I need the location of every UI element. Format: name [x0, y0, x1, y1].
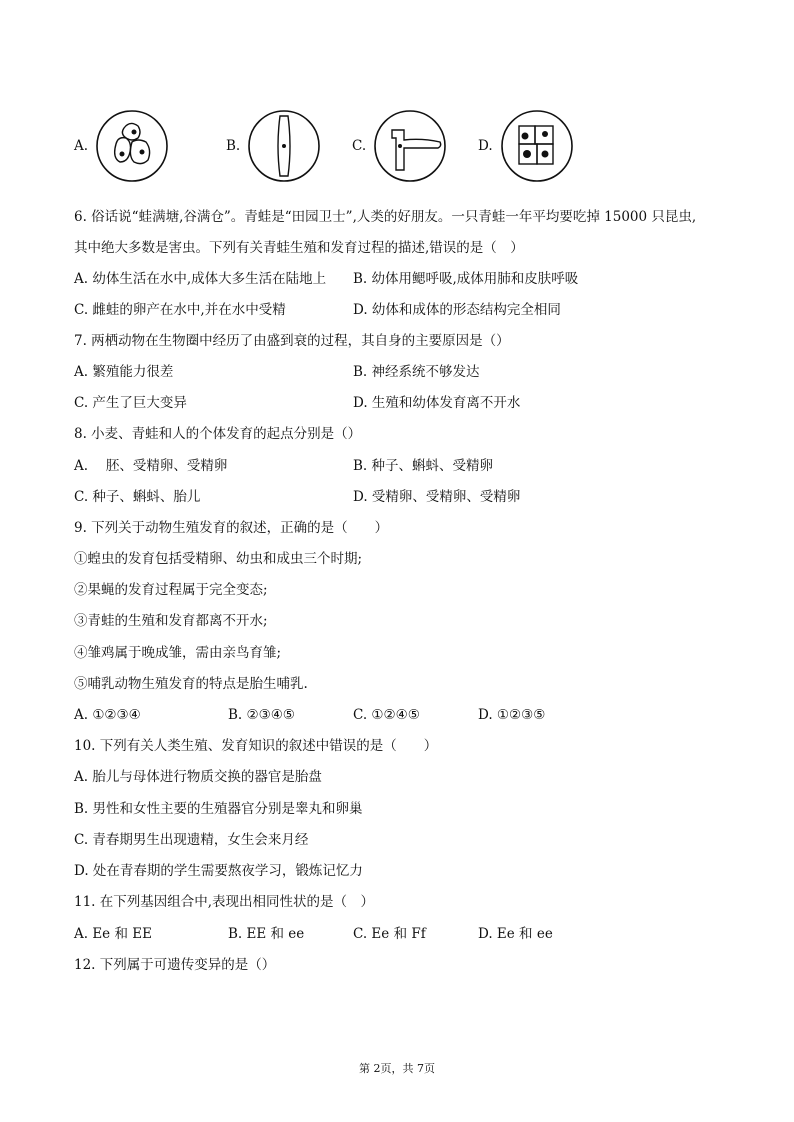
q9-statement-2: ②果蝇的发育过程属于完全变态;	[74, 582, 268, 598]
figure-b-label: B.	[226, 138, 241, 154]
figure-c	[352, 108, 448, 184]
q7-option-c: C. 产生了巨大变异	[74, 395, 187, 411]
q6-stem-line2: 其中绝大多数是害虫。下列有关青蛙生殖和发育过程的描述,错误的是（ ）	[74, 240, 524, 256]
q7-option-b: B. 神经系统不够发达	[353, 364, 480, 380]
q10-option-a: A. 胎儿与母体进行物质交换的器官是胎盘	[74, 769, 322, 785]
cell-figures-row	[74, 108, 594, 188]
q7-option-d: D. 生殖和幼体发育离不开水	[353, 395, 521, 411]
q8-option-a: A. 胚、受精卵、受精卵	[74, 458, 228, 474]
q9-option-b: B. ②③④⑤	[228, 707, 295, 723]
q11-stem: 11. 在下列基因组合中,表现出相同性状的是（ ）	[74, 894, 375, 910]
figure-a	[74, 108, 170, 184]
q9-statement-4: ④雏鸡属于晚成雏，需由亲鸟育雏;	[74, 645, 282, 661]
q11-option-c: C. Ee 和 Ff	[353, 926, 426, 942]
q9-option-c: C. ①②④⑤	[353, 707, 420, 723]
q11-option-d: D. Ee 和 ee	[478, 926, 553, 942]
figure-b	[226, 108, 322, 184]
q10-option-c: C. 青春期男生出现遗精，女生会来月经	[74, 832, 309, 848]
q7-stem: 7. 两栖动物在生物圈中经历了由盛到衰的过程，其自身的主要原因是（）	[74, 333, 510, 349]
q11-option-a: A. Ee 和 EE	[74, 926, 152, 942]
q6-option-d: D. 幼体和成体的形态结构完全相同	[353, 302, 561, 318]
q10-stem: 10. 下列有关人类生殖、发育知识的叙述中错误的是（ ）	[74, 738, 438, 754]
figure-d	[478, 108, 575, 184]
q12-stem: 12. 下列属于可遗传变异的是（）	[74, 957, 276, 973]
q10-option-d: D. 处在青春期的学生需要熬夜学习，锻炼记忆力	[74, 863, 363, 879]
page-number-footer: 第 2页，共 7页	[359, 1062, 435, 1075]
q9-option-a: A. ①②③④	[74, 707, 141, 723]
q9-stem: 9. 下列关于动物生殖发育的叙述，正确的是（ ）	[74, 520, 389, 536]
figure-c-label: C.	[352, 138, 367, 154]
q11-option-b: B. EE 和 ee	[228, 926, 305, 942]
q8-option-b: B. 种子、蝌蚪、受精卵	[353, 458, 494, 474]
figure-a-cells-image	[94, 108, 170, 184]
figure-d-plant-cells-image	[499, 108, 575, 184]
q10-option-b: B. 男性和女性主要的生殖器官分别是睾丸和卵巢	[74, 801, 363, 817]
figure-d-label: D.	[478, 138, 493, 154]
q8-stem: 8. 小麦、青蛙和人的个体发育的起点分别是（）	[74, 426, 362, 442]
q6-option-c: C. 雌蛙的卵产在水中,并在水中受精	[74, 302, 286, 318]
q8-option-d: D. 受精卵、受精卵、受精卵	[353, 489, 521, 505]
q8-option-c: C. 种子、蝌蚪、胎儿	[74, 489, 201, 505]
figure-c-root-hair-cell-image	[372, 108, 448, 184]
figure-b-muscle-cell-image	[246, 108, 322, 184]
q9-statement-1: ①蝗虫的发育包括受精卵、幼虫和成虫三个时期;	[74, 551, 363, 567]
q9-option-d: D. ①②③⑤	[478, 707, 546, 723]
q9-statement-3: ③青蛙的生殖和发育都离不开水;	[74, 613, 268, 629]
q6-option-b: B. 幼体用鳃呼吸,成体用肺和皮肤呼吸	[353, 271, 579, 287]
q6-option-a: A. 幼体生活在水中,成体大多生活在陆地上	[74, 271, 327, 287]
q6-stem-line1: 6. 俗话说“蛙满塘,谷满仓”。青蛙是“田园卫士”,人类的好朋友。一只青蛙一年平均要吃掉 15000 只昆虫,	[74, 209, 697, 225]
q9-statement-5: ⑤哺乳动物生殖发育的特点是胎生哺乳.	[74, 676, 308, 692]
q7-option-a: A. 繁殖能力很差	[74, 364, 174, 380]
figure-a-label: A.	[74, 138, 89, 154]
